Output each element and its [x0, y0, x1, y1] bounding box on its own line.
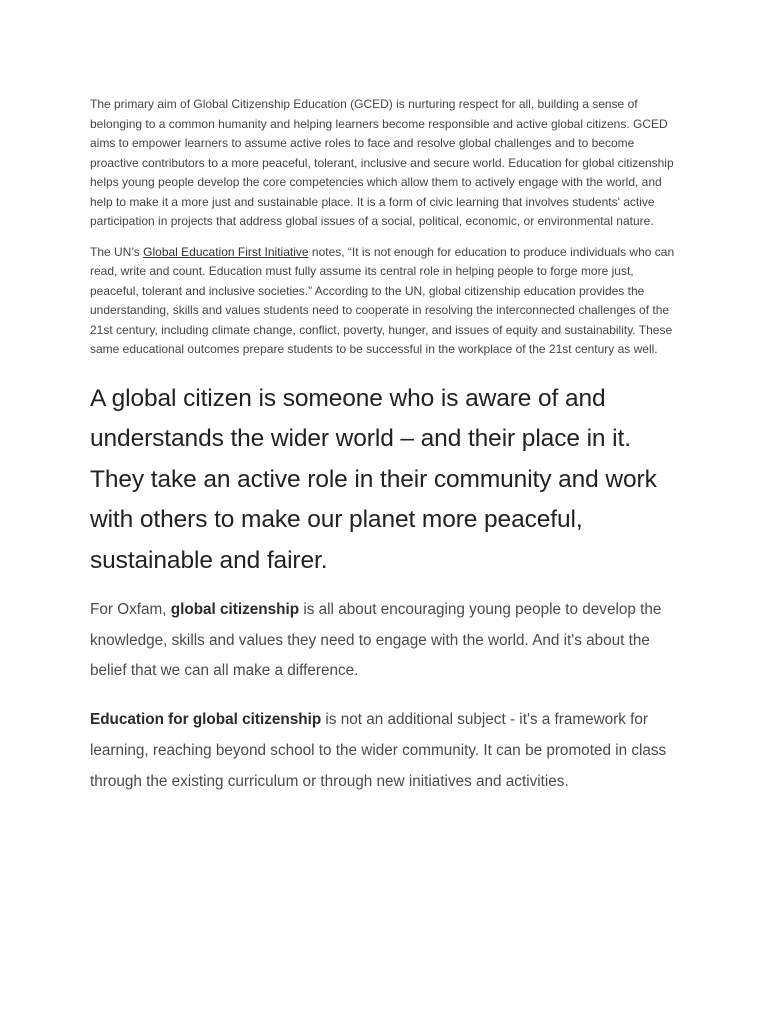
oxfam-paragraph-prefix: For Oxfam,: [90, 601, 171, 618]
education-framework-suffix: is not an additional subject - it's a framework for learning, reaching beyond school to the wider community. It can be promoted in class through the existing curriculum or through new initiatives and activities.: [90, 711, 667, 790]
un-initiative-paragraph: [90, 243, 684, 360]
un-paragraph-suffix: notes, “It is not enough for education to produce individuals who can read, write and count. Education must fully assume its central role in helping people to forge more just, peaceful, tolerant and inclusive societies.” According to the UN, global citizenship education provides the understanding, skills and values students need to cooperate in resolving the interconnected challenges of the 21st century, including climate change, conflict, poverty, hunger, and issues of equity and sustainability. These same educational outcomes prepare students to be successful in the workplace of the 21st century as well.: [90, 244, 675, 356]
education-framework-paragraph: [90, 705, 684, 797]
document-page: [90, 95, 684, 815]
un-paragraph-prefix: The UN’s: [90, 244, 144, 259]
global-citizen-quote: A global citizen is someone who is aware of and understands the wider world – and their place in it. They take an active role in their community and work with others to make our planet more peaceful, sustainable and fairer.: [90, 384, 657, 574]
education-for-global-citizenship-term: Education for global citizenship: [90, 711, 322, 729]
oxfam-paragraph-suffix: is all about encouraging young people to develop the knowledge, skills and values they need to engage with the world. And it's about the belief that we can all make a difference.: [90, 601, 662, 680]
global-education-first-initiative-link[interactable]: Global Education First Initiative: [143, 244, 309, 259]
gced-paragraph: The primary aim of Global Citizenship Education (GCED) is nurturing respect for all, building a sense of belonging to a common humanity and helping learners become responsible and active global citizens. GCED aims to empower learners to assume active roles to face and resolve global challenges and to become proactive contributors to a more peaceful, tolerant, inclusive and secure world. Education for global citizenship helps young people develop the core competencies which allow them to actively engage with the world, and help to make it a more just and sustainable place. It is a form of civic learning that involves students' active participation in projects that address global issues of a social, political, economic, or environmental nature.: [90, 97, 674, 228]
oxfam-paragraph: [90, 595, 684, 687]
global-citizenship-term: global citizenship: [170, 601, 300, 618]
